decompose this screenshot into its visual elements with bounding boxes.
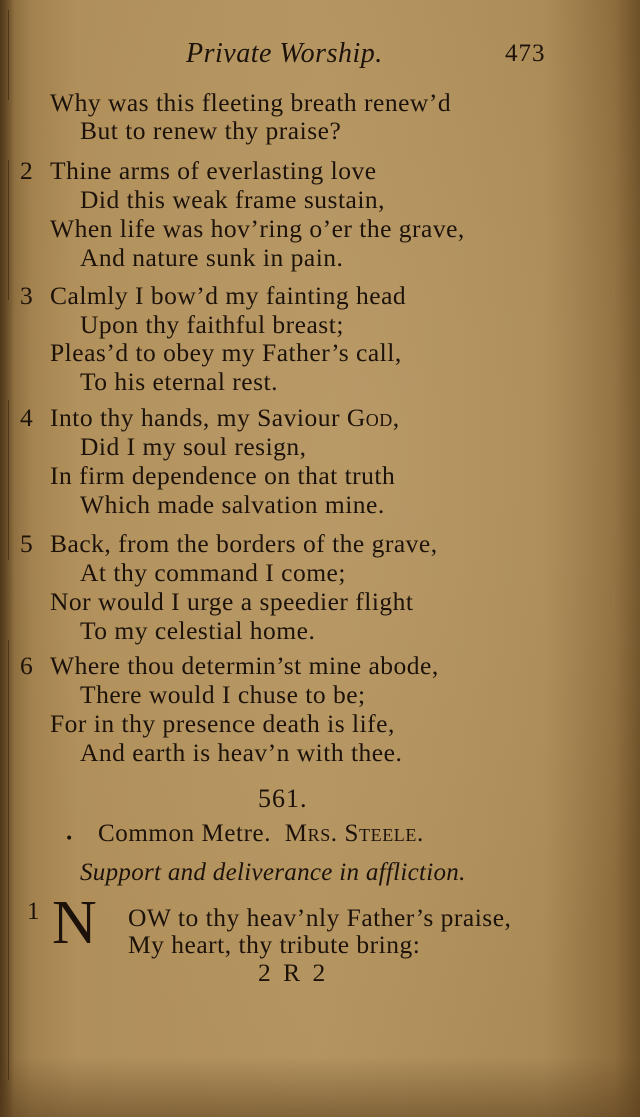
- verse-line: To my celestial home.: [80, 616, 316, 645]
- verse-number: 1: [27, 898, 40, 925]
- printer-signature: 2 R 2: [258, 958, 329, 987]
- verse-line-punctuation: ,: [392, 403, 400, 432]
- hymn-second-line: My heart, thy tribute bring:: [128, 930, 421, 959]
- verse-number: 4: [20, 403, 33, 432]
- verse-line: Calmly I bow’d my fainting head: [50, 281, 407, 310]
- hymn-author: Mrs. Steele.: [284, 820, 424, 847]
- margin-rule: [8, 160, 9, 300]
- verse-line: Where thou determin’st mine abode,: [50, 651, 439, 680]
- margin-rule: [8, 400, 9, 560]
- verse-line: To his eternal rest.: [80, 367, 278, 396]
- verse-line-text: Into thy hands, my Saviour: [50, 403, 347, 432]
- drop-cap: N: [52, 889, 97, 957]
- verse-line: Nor would I urge a speedier flight: [50, 587, 414, 616]
- verse-line: When life was hov’ring o’er the grave,: [50, 214, 465, 243]
- verse-line: And earth is heav’n with thee.: [80, 738, 403, 767]
- verse-line: Did I my soul resign,: [80, 432, 307, 461]
- margin-rule: [8, 640, 9, 1080]
- verse-line: Upon thy faithful breast;: [80, 310, 344, 339]
- margin-rule: [8, 10, 9, 100]
- hymn-number: 561.: [258, 784, 308, 813]
- running-header-title: Private Worship.: [186, 38, 383, 69]
- verse-line: Did this weak frame sustain,: [80, 185, 386, 214]
- verse-line: Back, from the borders of the grave,: [50, 529, 438, 558]
- verse-line: At thy command I come;: [80, 558, 346, 587]
- page-bottom-edge: [0, 1057, 640, 1117]
- verse-line: For in thy presence death is life,: [50, 709, 395, 738]
- verse-line: [50, 403, 400, 433]
- verse-line: There would I chuse to be;: [80, 680, 366, 709]
- bullet-mark: •: [65, 831, 74, 847]
- hymn-metre: Common Metre.: [98, 820, 272, 847]
- hymn-first-line: OW to thy heav’nly Father’s praise,: [128, 903, 512, 932]
- verse-number: 3: [20, 281, 33, 310]
- hymn-subject: Support and deliverance in affliction.: [80, 859, 466, 886]
- verse-line: But to renew thy praise?: [80, 116, 342, 145]
- page-spine-shadow: [0, 0, 14, 1117]
- verse-line: In firm dependence on that truth: [50, 461, 396, 490]
- hymn-metre-line: [98, 820, 424, 848]
- verse-line: And nature sunk in pain.: [80, 243, 344, 272]
- verse-number: 6: [20, 651, 33, 680]
- verse-line: Why was this fleeting breath renew’d: [50, 88, 452, 117]
- verse-line: Thine arms of everlasting love: [50, 156, 377, 185]
- verse-number: 2: [20, 156, 33, 185]
- page-number: 473: [505, 40, 546, 67]
- small-caps-word: God: [346, 403, 393, 432]
- verse-number: 5: [20, 529, 33, 558]
- verse-line: Which made salvation mine.: [80, 490, 385, 519]
- verse-line: Pleas’d to obey my Father’s call,: [50, 338, 402, 367]
